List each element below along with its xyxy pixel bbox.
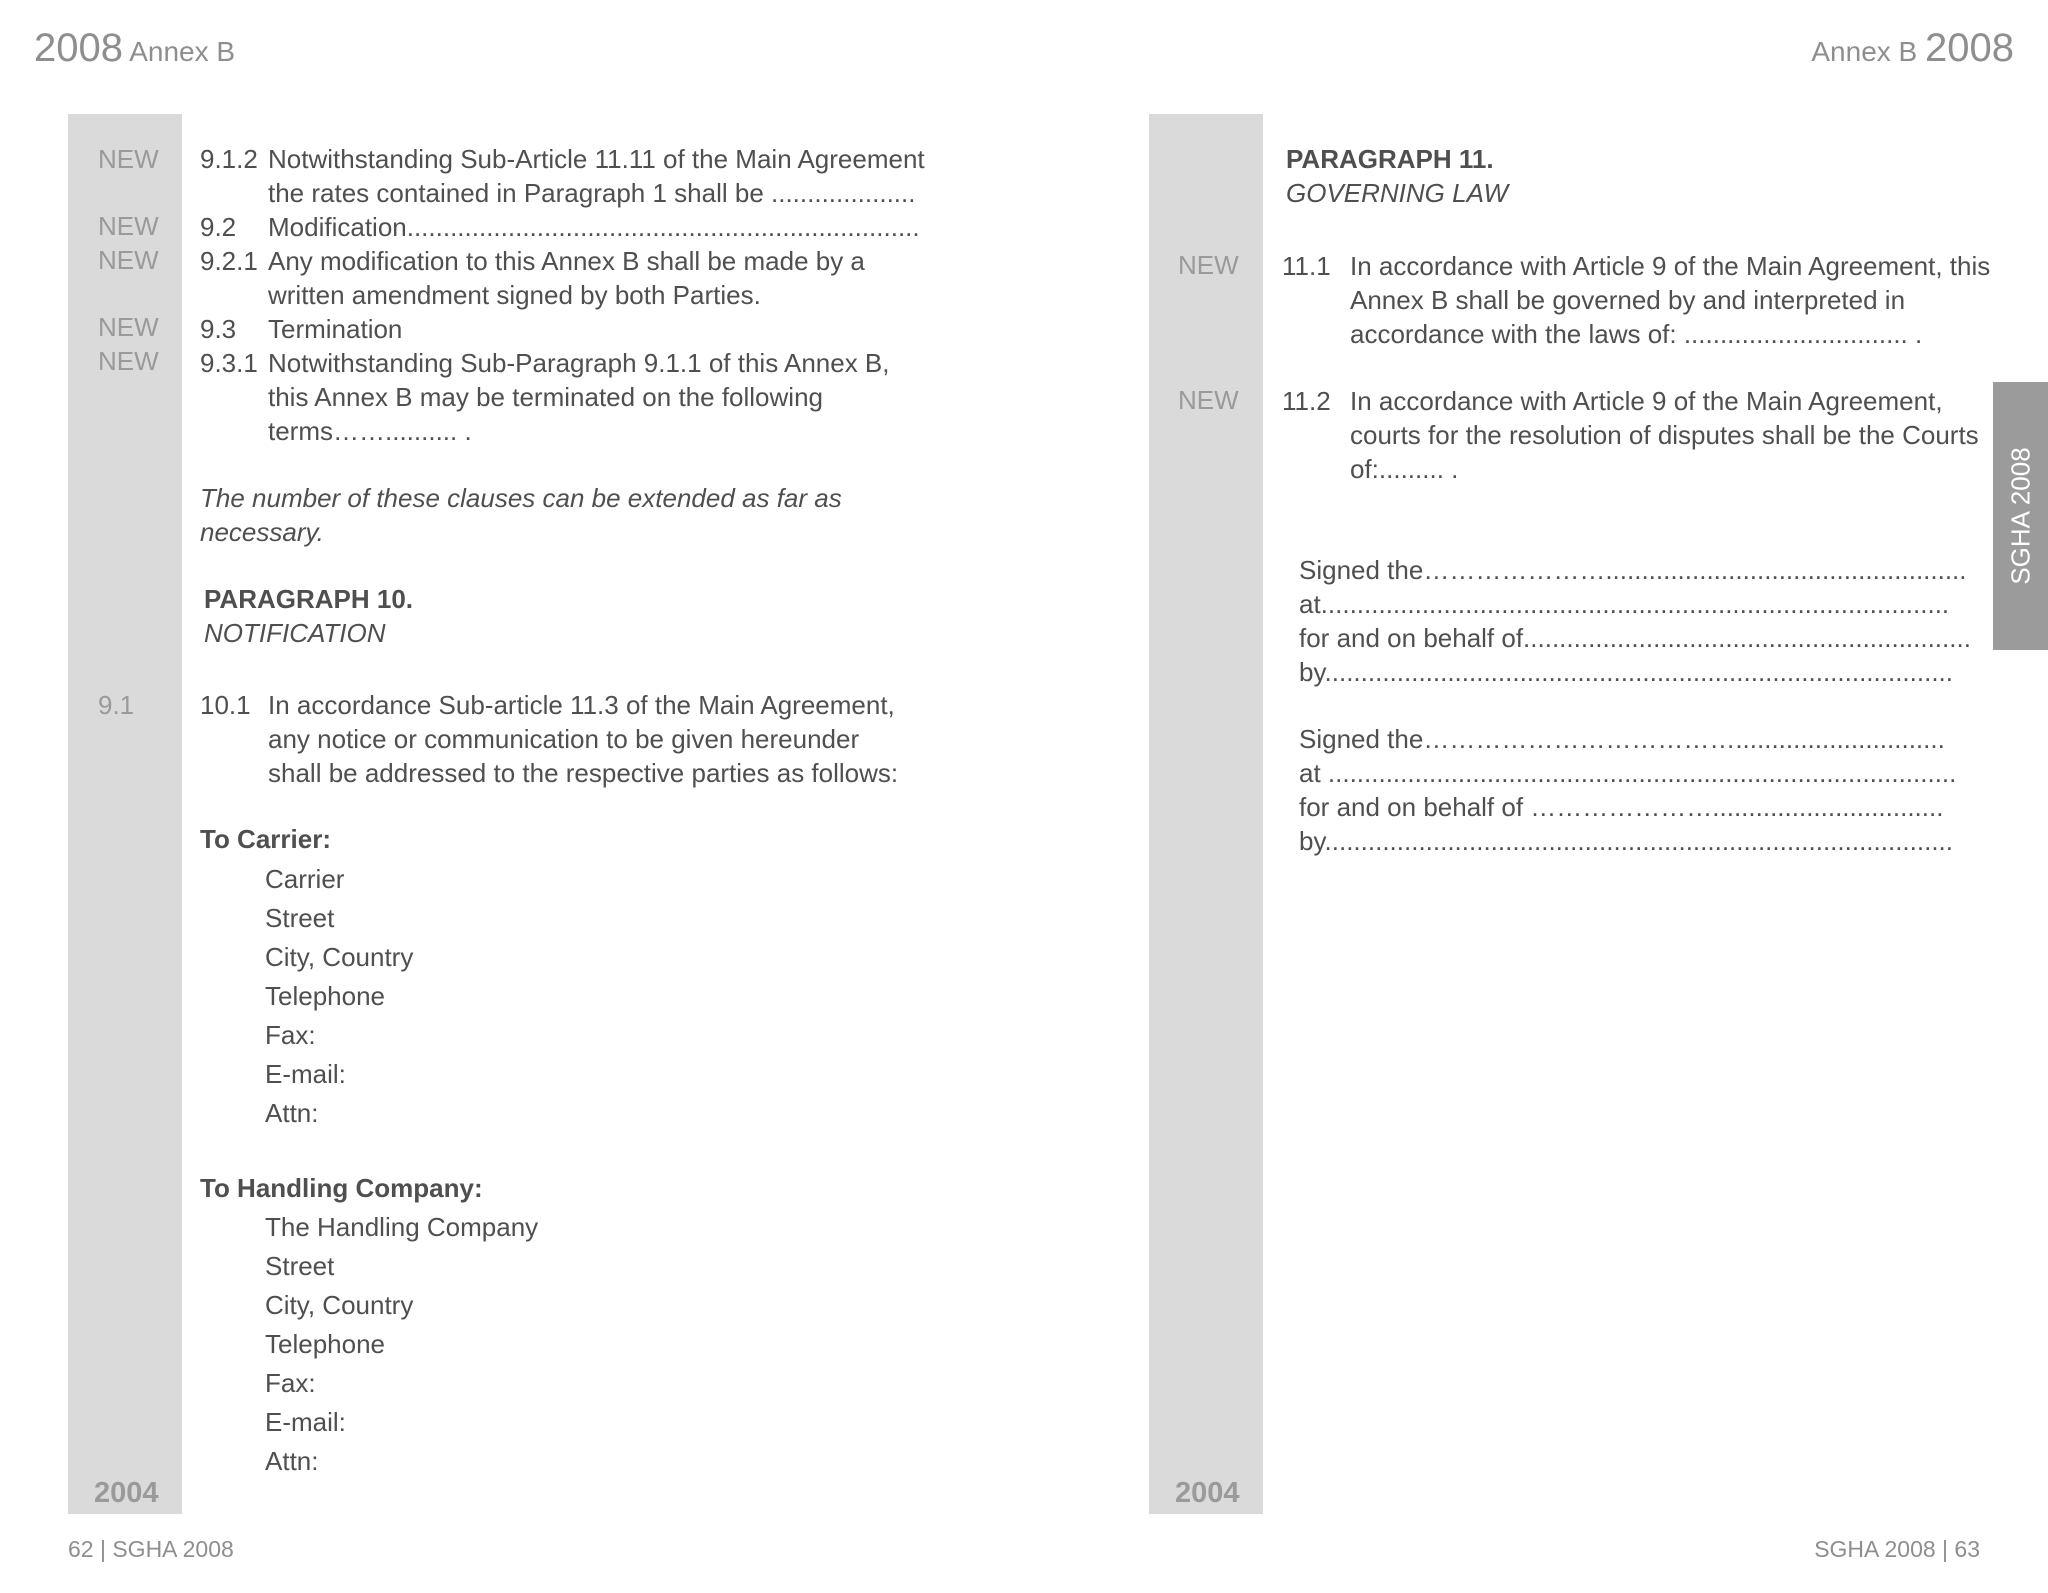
clause-text-line: terms…….......... . <box>268 416 472 446</box>
header-left-title: Annex B <box>129 36 236 67</box>
left-margin-label: NEW <box>98 245 159 275</box>
note-line: The number of these clauses can be extended as far as <box>200 483 842 513</box>
right-margin-label: NEW <box>1178 385 1239 415</box>
clause-number: 9.1.2 <box>200 144 258 174</box>
clause-number: 9.2.1 <box>200 246 258 276</box>
paragraph-10-heading: PARAGRAPH 10. <box>204 584 414 614</box>
right-margin-column <box>1149 114 1263 1514</box>
left-margin-label: NEW <box>98 144 159 174</box>
header-right <box>1811 26 2014 71</box>
clause-text-line: In accordance Sub-article 11.3 of the Main Agreement, <box>268 690 895 720</box>
signature-line: at....................................................................................... <box>1299 589 1950 619</box>
handling-address-line: E-mail: <box>265 1407 346 1437</box>
signature-line: by....................................................................................... <box>1299 826 1953 856</box>
signature-line: for and on behalf of …………………................................ <box>1299 792 1944 822</box>
clause-text-line: Any modification to this Annex B shall be made by a <box>268 246 865 276</box>
left-margin-label: NEW <box>98 312 159 342</box>
header-right-title: Annex B <box>1811 36 1918 67</box>
clause-text-line: Notwithstanding Sub-Article 11.11 of the Main Agreement <box>268 144 925 174</box>
header-left-year: 2008 <box>34 26 123 70</box>
clause-text-line: Annex B shall be governed by and interpreted in <box>1350 285 1906 315</box>
clause-text-line: any notice or communication to be given hereunder <box>268 724 860 754</box>
carrier-address-line: E-mail: <box>265 1059 346 1089</box>
header-right-year: 2008 <box>1925 26 2014 70</box>
right-column-year: 2004 <box>1175 1477 1240 1509</box>
clause-number: 9.2 <box>200 212 237 242</box>
clause-text-line: written amendment signed by both Parties. <box>268 280 761 310</box>
clause-text-line: this Annex B may be terminated on the following <box>268 382 823 412</box>
signature-line: Signed the………………….................................................. <box>1299 555 1967 585</box>
left-column-year: 2004 <box>94 1477 159 1509</box>
carrier-address-line: Carrier <box>265 864 345 894</box>
clause-text-line: Termination <box>268 314 403 344</box>
carrier-address-line: Fax: <box>265 1020 316 1050</box>
clause-text-line: accordance with the laws of: ............................... . <box>1350 319 1923 349</box>
left-margin-label: 9.1 <box>98 690 135 720</box>
handling-address-line: Street <box>265 1251 335 1281</box>
side-tab <box>1993 382 2048 650</box>
clause-number: 10.1 <box>200 690 251 720</box>
clause-text-line: In accordance with Article 9 of the Main Agreement, <box>1350 386 1943 416</box>
handling-address-line: City, Country <box>265 1290 414 1320</box>
clause-text-line: In accordance with Article 9 of the Main Agreement, this <box>1350 251 1991 281</box>
left-margin-label: NEW <box>98 211 159 241</box>
right-margin-label: NEW <box>1178 250 1239 280</box>
paragraph-10-subheading: NOTIFICATION <box>204 618 386 648</box>
clause-text-line: shall be addressed to the respective parties as follows: <box>268 758 899 788</box>
paragraph-11-subheading: GOVERNING LAW <box>1286 178 1509 208</box>
handling-heading: To Handling Company: <box>200 1173 483 1203</box>
side-tab-label: SGHA 2008 <box>2005 447 2035 585</box>
left-margin-label: NEW <box>98 346 159 376</box>
clause-number: 9.3.1 <box>200 348 258 378</box>
clause-text-line: Notwithstanding Sub-Paragraph 9.1.1 of this Annex B, <box>268 348 890 378</box>
clause-number: 9.3 <box>200 314 237 344</box>
footer-right: SGHA 2008 | 63 <box>1814 1536 1980 1562</box>
paragraph-11-heading: PARAGRAPH 11. <box>1286 144 1494 174</box>
handling-address-line: Telephone <box>265 1329 385 1359</box>
signature-line: for and on behalf of.............................................................. <box>1299 623 1971 653</box>
header-left <box>34 26 235 71</box>
clause-text-line: the rates contained in Paragraph 1 shall be .................... <box>268 178 916 208</box>
signature-line: at ....................................................................................... <box>1299 758 1957 788</box>
carrier-address-line: Street <box>265 903 335 933</box>
carrier-address-line: Telephone <box>265 981 385 1011</box>
signature-line: Signed the………………………………............................. <box>1299 724 1945 754</box>
clause-text-line: Modification....................................................................... <box>268 212 920 242</box>
handling-address-line: Attn: <box>265 1446 319 1476</box>
footer-left: 62 | SGHA 2008 <box>68 1536 234 1562</box>
carrier-heading: To Carrier: <box>200 824 331 854</box>
signature-line: by....................................................................................... <box>1299 657 1953 687</box>
clause-number: 11.1 <box>1282 251 1331 281</box>
clause-text-line: of:......... . <box>1350 454 1459 484</box>
carrier-address-line: City, Country <box>265 942 414 972</box>
note-line: necessary. <box>200 517 324 547</box>
clause-number: 11.2 <box>1282 386 1331 416</box>
clause-text-line: courts for the resolution of disputes shall be the Courts <box>1350 420 1979 450</box>
handling-address-line: The Handling Company <box>265 1212 539 1242</box>
handling-address-line: Fax: <box>265 1368 316 1398</box>
carrier-address-line: Attn: <box>265 1098 319 1128</box>
